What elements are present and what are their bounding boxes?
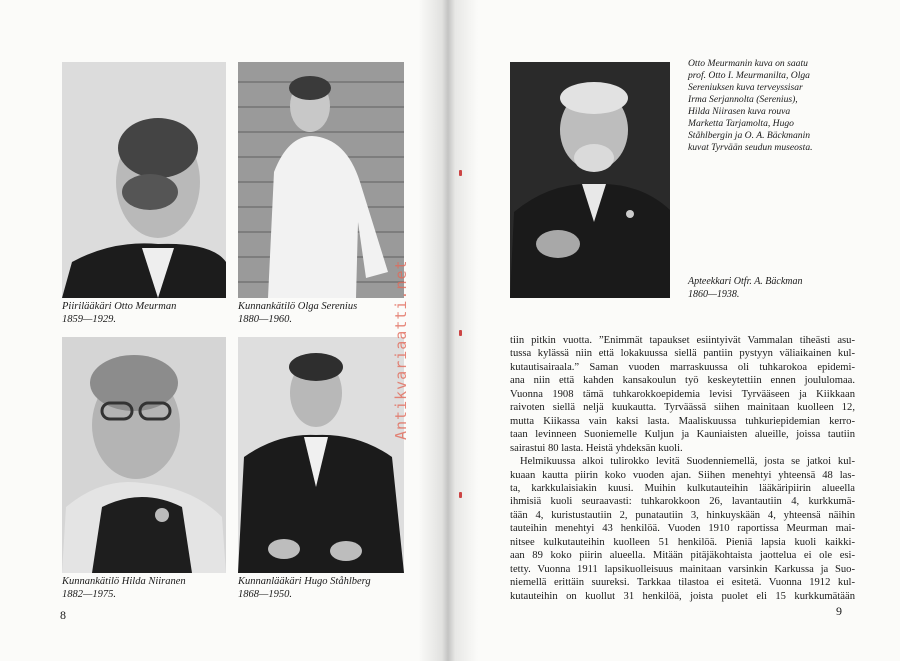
book-gutter — [418, 0, 478, 661]
text-line: taan levinneen Suoniemelle Kuljun ja Kauniaisten alueille, joissa tautiin — [510, 429, 855, 441]
caption-hugo-stahlberg — [238, 576, 371, 601]
photo-otto-meurman — [62, 62, 226, 298]
binding-stitch — [459, 330, 462, 336]
text-line: tetty. Vuonna 1911 lapsikuolleisuus mainitaan varsinkin Karkussa ja Suo- — [510, 563, 855, 575]
caption-line: Piirilääkäri Otto Meurman — [62, 301, 177, 312]
text-line: kutauteihin on kuollut 31 henkilöä, joista puolet eli 15 kurkkumätään — [510, 590, 855, 602]
text-line: sairastui 80 lasta. Heistä yhdeksän kuoli. — [510, 442, 683, 454]
page-number-right: 9 — [836, 604, 842, 618]
credit-line: Sereniuksen kuva terveyssisar — [688, 82, 803, 93]
caption-line: Kunnankätilö Hilda Niiranen — [62, 576, 186, 587]
text-line: tään 4, kuristustautiin 2, punatautiin 3, hinkuyskään 4, yhteensä näihin — [510, 509, 855, 521]
text-line: mutta Kiikassa vain kaksi lasta. Maaliskuussa tuhkuriepidemian kerro- — [510, 415, 855, 427]
credit-line: Irma Serjannolta (Serenius), — [688, 94, 798, 105]
caption-olga-serenius — [238, 301, 357, 326]
caption-otto-meurman — [62, 301, 176, 326]
text-line: aan 89 koko piirin alueella. Mitään pitäjäkohtaista jaottelua ei ole esi- — [510, 550, 855, 562]
text-line: kutautisairaala.” Saman vuoden marraskuussa oli tuhkarokoa epidemi- — [510, 361, 855, 373]
caption-line: 1868—1950. — [238, 588, 292, 600]
text-line: tiin pitkin vuotta. ”Enimmät tapaukset esiintyivät Vammalan tiheästi asu- — [510, 335, 855, 346]
photo-hilda-niiranen — [62, 337, 226, 573]
text-line: niemellä erittäin suureksi. Tarkkaa tilastoa ei esitetä. Vuonna 1912 kul- — [510, 577, 855, 589]
text-line: raivoten siellä neljä kuukautta. Tyrväässä siihen mainitaan kuolleen 12, — [510, 402, 855, 414]
credit-line: kuvat Tyrvään seudun museosta. — [688, 142, 813, 153]
credit-line: Ståhlbergin ja O. A. Bäckmanin — [688, 130, 811, 141]
binding-stitch — [459, 492, 462, 498]
page-number-left: 8 — [60, 608, 66, 622]
photo-otfr-backman — [510, 62, 670, 298]
credit-line: Hilda Niirasen kuva rouva — [688, 106, 791, 117]
credit-line: Marketta Tarjamolta, Hugo — [688, 118, 794, 129]
text-line: Helmikuussa alkoi tulirokko levitä Suodenniemellä, josta se jatkoi kul- — [520, 456, 855, 468]
binding-stitch — [459, 170, 462, 176]
caption-line: Kunnankätilö Olga Serenius — [238, 301, 358, 312]
watermark: Antikvariaatti.net — [392, 259, 410, 440]
caption-line: Apteekkari Otfr. A. Bäckman — [688, 276, 803, 287]
credit-line: prof. Otto I. Meurmanilta, Olga — [688, 70, 810, 81]
text-line: Vuonna 1908 tämä tuhkarokkoepidemia levisi Tyrvääseen ja Kiikkaan — [510, 388, 855, 400]
photo-hugo-stahlberg — [238, 337, 404, 573]
text-line: tauteihin menehtyi 43 henkilöä. Vuoden 1910 raportissa Meurman mai- — [510, 523, 855, 535]
photo-credit — [688, 58, 858, 154]
caption-otfr-backman — [688, 276, 803, 301]
text-line: ana niin että kahden kansakoulun työ keskeytettiin ennen joululomaa. — [510, 375, 855, 387]
text-line: ihmisiä kuoli seuraavasti: tuhkarokkoon 26, lavantautiin 4, kurkkumä- — [510, 496, 855, 508]
caption-line: 1880—1960. — [238, 313, 292, 325]
caption-line: Kunnanlääkäri Hugo Ståhlberg — [238, 576, 371, 587]
caption-line: 1860—1938. — [688, 288, 740, 300]
text-line: tussa kylässä niin että lokakuussa siellä pantiin pystyyn väliaikainen kul- — [510, 348, 855, 360]
photo-olga-serenius — [238, 62, 404, 298]
text-line: kuaan kautta piirin koko vuoden ajan. Siihen menehtyi yhteensä 48 las- — [510, 469, 855, 481]
caption-hilda-niiranen — [62, 576, 186, 601]
caption-line: 1882—1975. — [62, 588, 116, 600]
credit-line: Otto Meurmanin kuva on saatu — [688, 58, 808, 69]
text-line: nitsee kulkutauteihin kuolleen 51 henkilöä. Pieniä lapsia kuoli kaikki- — [510, 536, 855, 548]
caption-line: 1859—1929. — [62, 313, 116, 325]
text-line: ta, karkkulaisiakin kuusi. Muihin kulkutauteihin lääkäripiirin alueella — [510, 482, 855, 494]
body-text — [510, 334, 855, 603]
